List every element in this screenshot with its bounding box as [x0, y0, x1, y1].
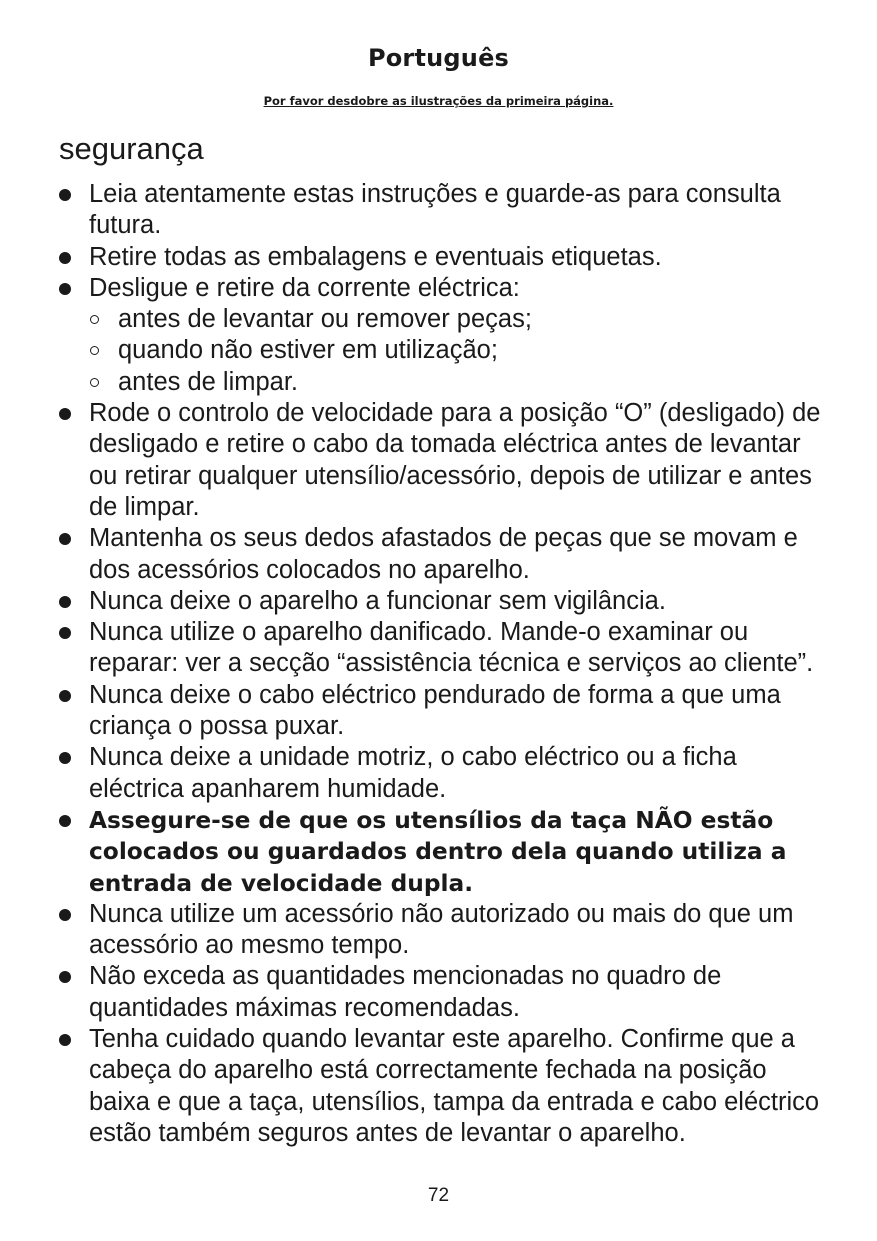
bullet-dot-icon — [59, 1034, 71, 1046]
bullet-dot-icon — [59, 189, 71, 201]
list-item-text: Nunca deixe o aparelho a funcionar sem vigilância. — [89, 586, 666, 615]
bullet-dot-icon — [59, 627, 71, 639]
hollow-circle-bullet-icon — [90, 378, 99, 387]
bullet-dot-icon — [59, 909, 71, 921]
list-item-text: Leia atentamente estas instruções e guarde-as para consulta futura. — [89, 180, 781, 240]
list-item-text: Não exceda as quantidades mencionadas no quadro de quantidades máximas recomendadas. — [89, 962, 722, 1022]
safety-instructions — [59, 179, 829, 1149]
bullet-dot-icon — [59, 752, 71, 764]
list-item-text: Desligue e retire da corrente eléctrica: — [89, 273, 520, 302]
sub-list-item-text: quando não estiver em utilização; — [118, 336, 498, 365]
list-item-text: Nunca deixe a unidade motriz, o cabo eléctrico ou a ficha eléctrica apanharem humidade. — [89, 743, 737, 803]
hollow-circle-bullet-icon — [90, 315, 99, 324]
list-item-text: Assegure-se de que os utensílios da taça NÃO estão colocados ou guardados dentro dela quando utiliza a entrada de velocidade dupla. — [89, 806, 787, 897]
list-item-text: Nunca utilize um acessório não autorizado ou mais do que um acessório ao mesmo tempo. — [89, 899, 794, 960]
bullet-dot-icon — [59, 408, 71, 420]
list-item — [59, 242, 829, 273]
list-item-text: Retire todas as embalagens e eventuais etiquetas. — [89, 242, 662, 271]
list-item — [59, 398, 829, 523]
page-number: 72 — [427, 1185, 450, 1206]
sub-list-item-text: antes de limpar. — [118, 367, 299, 396]
list-item-text: Nunca deixe o cabo eléctrico pendurado de forma a que uma criança o possa puxar. — [89, 680, 781, 741]
list-item-warning — [59, 805, 829, 899]
page-language-heading: Português — [367, 44, 510, 72]
bullet-dot-icon — [59, 690, 71, 702]
list-item — [59, 179, 829, 242]
list-item — [59, 273, 829, 398]
hollow-circle-bullet-icon — [90, 346, 99, 355]
list-item — [59, 586, 829, 617]
list-item — [59, 961, 829, 1024]
sub-list-item-text: antes de levantar ou remover peças; — [118, 305, 532, 334]
list-item — [59, 899, 829, 962]
bullet-dot-icon — [59, 533, 71, 545]
section-title: segurança — [59, 131, 204, 166]
sub-list-item — [89, 335, 829, 366]
bullet-dot-icon — [59, 283, 71, 295]
unfold-illustrations-note: Por favor desdobre as ilustrações da primeira página. — [263, 94, 614, 108]
sub-list-item — [89, 304, 829, 335]
list-item — [59, 617, 829, 680]
list-item — [59, 1024, 829, 1149]
list-item-text: Mantenha os seus dedos afastados de peças que se movam e dos acessórios colocados no aparelho. — [89, 524, 798, 584]
list-item — [59, 742, 829, 805]
list-item — [59, 523, 829, 586]
bullet-dot-icon — [59, 971, 71, 983]
bullet-list — [59, 179, 829, 1149]
sub-bullet-list — [89, 304, 829, 398]
list-item — [59, 680, 829, 743]
sub-list-item — [89, 367, 829, 398]
list-item-text: Tenha cuidado quando levantar este aparelho. Confirme que a cabeça do aparelho está correctamente fechada na posição baixa e que a taça, utensílios, tampa da entrada e cabo eléctrico estão também seguros antes de levantar o aparelho. — [89, 1025, 820, 1147]
list-item-text: Nunca utilize o aparelho danificado. Mande-o examinar ou reparar: ver a secção “assistência técnica e serviços ao cliente”. — [89, 618, 814, 678]
bullet-dot-icon — [59, 815, 71, 827]
bullet-dot-icon — [59, 252, 71, 264]
list-item-text: Rode o controlo de velocidade para a posição “O” (desligado) de desligado e retire o cabo da tomada eléctrica antes de levantar ou retirar qualquer utensílio/acessório, depois de utilizar e antes de limpar. — [89, 399, 821, 521]
bullet-dot-icon — [59, 596, 71, 608]
